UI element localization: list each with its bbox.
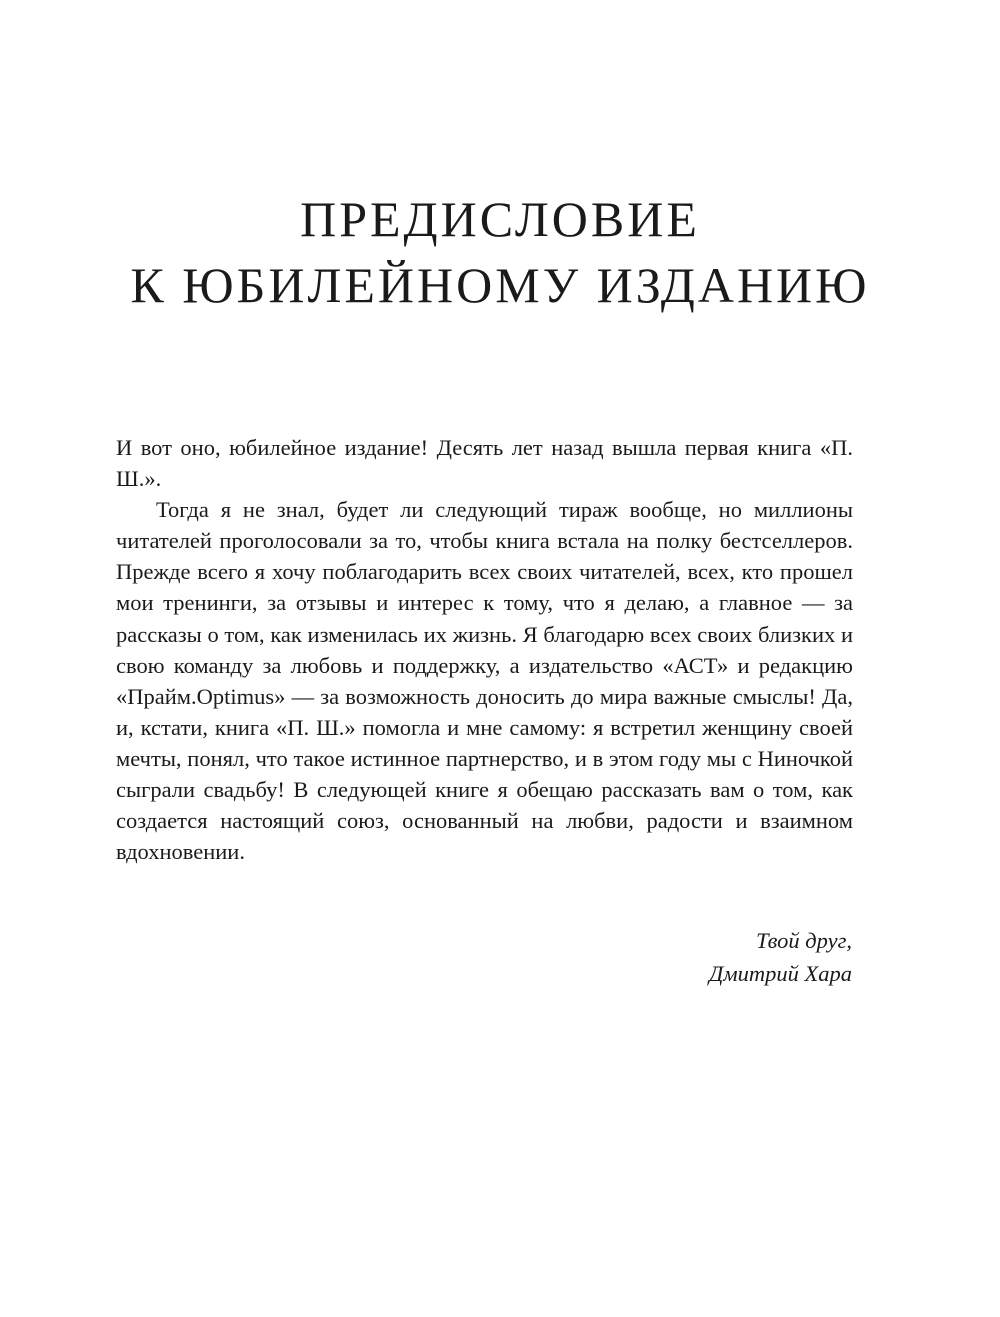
chapter-title-line-2: К ЮБИЛЕЙНОМУ ИЗДАНИЮ	[130, 257, 870, 313]
chapter-title-line-1: ПРЕДИСЛОВИЕ	[300, 191, 700, 247]
chapter-title	[0, 186, 1000, 318]
signature	[709, 924, 852, 990]
body-text	[116, 432, 853, 867]
signature-author: Дмитрий Хара	[708, 961, 852, 986]
signature-greeting: Твой друг,	[755, 928, 852, 953]
paragraph-2: Тогда я не знал, будет ли следующий тираж вообще, но миллионы читателей проголосовали за то, чтобы книга встала на полку бестселлеров. Прежде всего я хочу поблагодарить всех своих читателей, всех, кто прошел мои тренинги, за отзывы и интерес к тому, что я делаю, а главное — за рассказы о том, как изменилась их жизнь. Я благодарю всех своих близких и свою команду за любовь и поддержку, а издательство «АСТ» и редакцию «Прайм.Optimus» — за возможность доносить до мира важные смыслы! Да, и, кстати, книга «П. Ш.» помогла и мне самому: я встретил женщину своей мечты, понял, что такое истинное партнерство, и в этом году мы с Ниночкой сыграли свадьбу! В следующей книге я обещаю рассказать вам о том, как создается настоящий союз, основанный на любви, радости и взаимном вдохновении.	[116, 497, 853, 865]
paragraph-1: И вот оно, юбилейное издание! Десять лет назад вышла первая книга «П. Ш.».	[116, 435, 853, 492]
